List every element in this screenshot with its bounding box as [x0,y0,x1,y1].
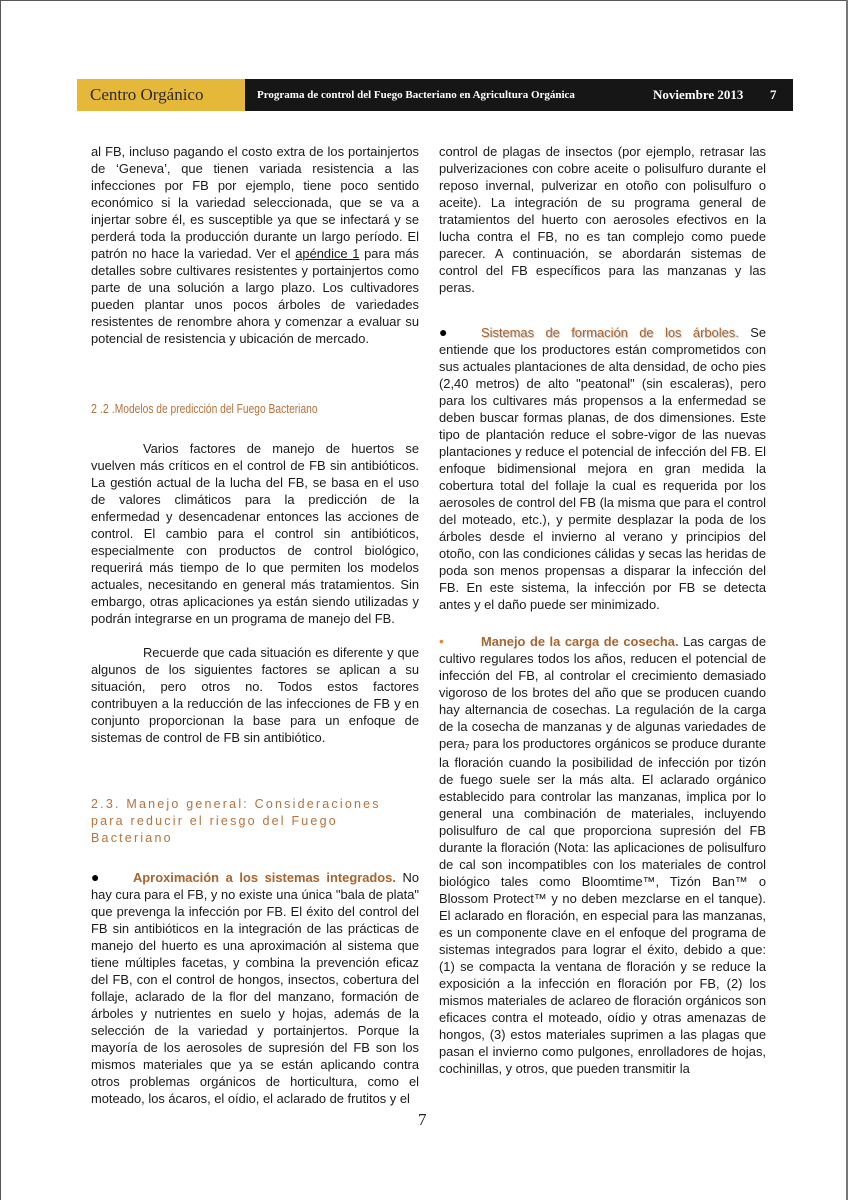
footer-page-number: 7 [418,1110,427,1129]
paragraph-pest-control: control de plagas de insectos (por ejemplo, retrasar las pulverizaciones con cobre aceite o polisulfuro durante el reposo invernal, pulverizar en otoño con polisulfuro o aceite). La integración de su programa general de tratamientos del huerto con aerosoles efectivos en la lucha contra el FB, no es tan complejo como puede parecer. A continuación, se abordarán sistemas de control del FB específicos para las manzanas y las peras. [439,144,766,295]
bullet-icon: ● [91,869,100,885]
page-frame-left [0,0,1,1200]
bullet-tree-training: ● Sistemas de formación de los árboles. Se entiende que los productores están comprometidos con sus actuales plantaciones de alta densidad, de ocho pies (2,40 metros) de alto "peatonal" (sin escaleras), pero para los cultivares más propensos a la enfermedad se deben buscar formas planas, de dos dimensiones. Este tipo de plantación reduce el sobre-vigor de las nuevas plantaciones y reduce el potencial de infección del FB. El enfoque bidimensional mejora en gran medida la cobertura total del follaje la cual es requerida por los aerosoles de control del FB (la misma que para el control del moteado, etc.), y permite desplazar la poda de los árboles desde el invierno al verano y principios del otoño, con las condiciones cálidas y secas las heridas de poda son menos propensas a disparar la infección del FB. En este sistema, la infección por FB se detecta antes y el daño puede ser minimizado. [439,324,766,612]
header-page-number: 7 [770,87,777,102]
bullet-crop-load: • Manejo de la carga de cosecha. Las cargas de cultivo regulares todos los años, reducen el potencial de infección del FB, al controlar el crecimiento demasiado vigoroso de los brotes del año que se producen cuando hay alternancia de cosechas. La regulación de la carga de la cosecha de manzanas y de algunas variedades de pera$_7$ para los productores orgánicos se produce durante la floración cuando la posibilidad de infección por tizón de fuego suele ser la más alta. El aclarado orgánico establecido para controlar las manzanas, implica por lo general una combinación de materiales, incluyendo polisulfuro de cal que proporciona supresión del FB durante la floración (Nota: las aplicaciones de polisulfuro de cal son incompatibles con los materiales de control biológico tales como Bloomtime™, Tizón Ban™ o Blossom Protect™ y no deben mezclarse en el tanque). El aclarado en floración, en especial para las manzanas, es un componente clave en el enfoque del programa de sistemas integrados para lograr el éxito, debido a que: (1) se compacta la ventana de floración y se reduce la exposición a la infección en floración por FB, (2) los mismos materiales de aclareo de floración orgánicos son eficaces contra el moteado, oídio y otras amenazas de hongos, (3) estos materiales suprimen a las plagas que pasan el invierno como pulgones, enrolladores de hojas, cochinillas, y otros, que pueden transmitir la [439,633,766,1076]
bullet-icon: • [439,633,444,649]
header-bar [245,79,793,111]
appendix-link[interactable]: apéndice 1 [295,246,360,261]
page-frame-top [0,0,848,1]
left-column [91,143,419,1107]
page-header [77,79,793,111]
paragraph-factors: Varios factores de manejo de huertos se vuelven más críticos en el control de FB sin antibióticos. La gestión actual de la lucha del FB, se basa en el uso de valores climáticos para la predicción de la enfermedad y desencadenar entonces las acciones de control. El cambio para el control sin antibióticos, especialmente con productos de control biológico, requerirá más tiempo de lo que permiten los modelos actuales, necesitando en general más tratamientos. Sin embargo, otras aplicaciones ya están siendo utilizadas y podrán integrarse en un programa de manejo del FB. [91,441,419,626]
program-title: Programa de control del Fuego Bacteriano en Agricultura Orgánica [257,89,575,101]
paragraph-cultivars: al FB, incluso pagando el costo extra de los portainjertos de ‘Geneva’, que tienen variada resistencia a las infecciones por FB por ejemplo, tiene poco sentido económico si la variedad seleccionada, que se va a injertar sobre él, es susceptible ya que se infectará y se perderá toda la producción durante un largo período. El patrón no hace la variedad. Ver el apéndice 1 para más detalles sobre cultivares resistentes y portainjertos como parte de una solución a largo plazo. Los cultivadores pueden plantar unos pocos árboles de variedades resistentes de renombre ahora y comenzar a evaluar su potencial de resistencia y ubicación de mercado. [91,144,419,346]
brand-label: Centro Orgánico [77,79,245,111]
right-column [439,143,766,1077]
header-date: Noviembre 2013 [653,87,744,102]
footnote-reference[interactable]: 7 [464,743,470,752]
section-heading-2-3: 2.3. Manejo general: Consideraciones para reducir el riesgo del Fuego Bacteriano [91,797,381,845]
bullet-icon: ● [439,324,448,340]
bullet-integrated-systems: ● Aproximación a los sistemas integrados. No hay cura para el FB, y no existe una única "bala de plata" que prevenga la infección por FB. El éxito del control del FB sin antibióticos en la integración de las prácticas de manejo del huerto es una aproximación al sistema que tiene múltiples facetas, y combina la prevención eficaz del FB, con el control de hongos, insectos, cobertura del follaje, aclarado de la flor del manzano, formación de árboles y nutrientes en suelo y hojas, además de la selección de la variedad y portainjertos. Porque la mayoría de los aerosoles de supresión del FB son los mismos materiales que ya se están aplicando contra otros problemas orgánicos de horticultura, como el moteado, los ácaros, el oídio, el aclarado de frutitos y el [91,869,420,1106]
section-heading-2-2: 2 .2 .Modelos de predicción del Fuego Bacteriano [91,401,318,416]
paragraph-situation: Recuerde que cada situación es diferente y que algunos de los siguientes factores se aplican a su situación, pero otros no. Todos estos factores contribuyen a la reducción de las infecciones de FB y en conjunto proporcionan la base para un enfoque de sistemas de control de FB sin antibiótico. [91,645,419,745]
